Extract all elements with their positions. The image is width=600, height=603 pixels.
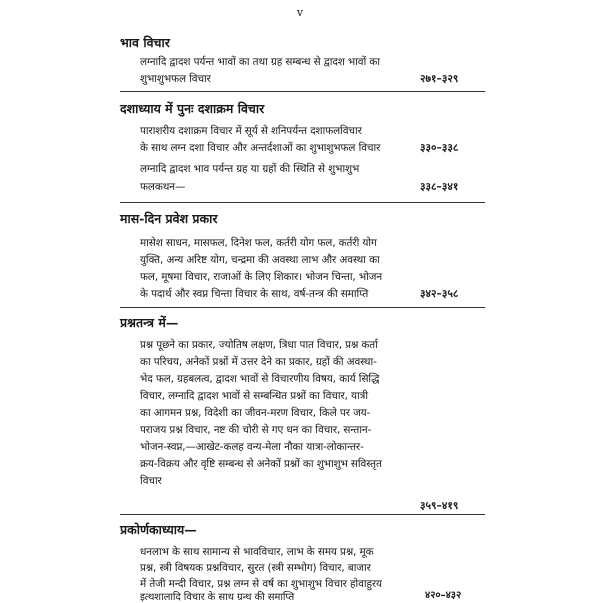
section-line: का परिचय, अनेकों प्रश्नों में उत्तर देने का प्रकार, ग्रहों की अवस्था- bbox=[140, 356, 377, 368]
section-divider bbox=[120, 202, 485, 203]
section-title-prakirnaka: प्रकोर्णकाध्याय— bbox=[120, 522, 197, 537]
section-title-prashna-tantra: प्रश्नतन्त्र में— bbox=[120, 315, 179, 330]
section-divider bbox=[120, 514, 485, 515]
section-line: भेद फल, ग्रहबलत्व, द्वादश भावों से विचारणीय विषय, कार्य सिद्धि bbox=[140, 373, 380, 385]
section-line: फल, मूषमा विचार, राजाओं के लिए शिकार। भोजन चिन्ता, भोजन bbox=[140, 271, 383, 283]
section-line: के साथ लग्न दशा विचार और अन्तर्दशाओं का शुभाशुभफल विचार bbox=[140, 142, 381, 154]
section-line: प्रश्न पूछने का प्रकार, ज्योतिष लक्षण, त्रिधा पात विचार, प्रश्न कर्ता bbox=[140, 339, 378, 351]
section-line: लग्नादि द्वादश भाव पर्यन्त ग्रह या ग्रहों की स्थिति से शुभाशुभ bbox=[140, 163, 360, 175]
section-line: विचार bbox=[140, 475, 162, 487]
section-line: का आगमन प्रश्न, विदेशी का जीवन-मरण विचार, किले पर जय- bbox=[140, 407, 371, 419]
section-line: पाराशरीय दशाक्रम विचार में सूर्य से शनिपर्यन्त दशाफलविचार bbox=[140, 125, 362, 137]
section-line: इत्थशालादि विचार के साथ ग्रन्थ की समाप्ति bbox=[140, 592, 295, 603]
section-title-maas-din: मास-दिन प्रवेश प्रकार bbox=[120, 211, 218, 226]
section-divider bbox=[120, 91, 485, 92]
section-line: के पदार्थ और स्वप्न चिन्ता विचार के साथ, वर्ष-तन्त्र की समाप्ति bbox=[140, 288, 369, 300]
section-divider bbox=[120, 307, 485, 308]
section-line: विचार, लग्नादि द्वादश भावों से सम्बन्धित प्रश्नों का विचार, यात्री bbox=[140, 390, 368, 402]
section-line: क्रय-विक्रय और वृष्टि सम्बन्ध से अनेकों प्रश्नों का शुभाशुभ सविस्तृत bbox=[140, 458, 382, 470]
section-title-bhava-vichar: भाव विचार bbox=[120, 35, 170, 50]
section-line: मासेश साधन, मासफल, दिनेश फल, कर्तरी योग फल, कर्तरी योग bbox=[140, 237, 377, 249]
section-line: शुभाशुभफल विचार bbox=[140, 73, 211, 85]
page-number: v bbox=[296, 6, 304, 19]
page-range: ३४२–३५८ bbox=[420, 288, 459, 300]
page-range: ३३८–३४१ bbox=[420, 181, 459, 193]
section-line: प्रश्न, स्त्री विषयक प्रश्नविचार, सुरत (स्त्री सम्भोग) विचार, बाजार bbox=[140, 562, 371, 574]
page-range: ३५९–४१९ bbox=[420, 500, 459, 512]
page-range: २७१–३२९ bbox=[420, 73, 459, 85]
section-line: फलकथन— bbox=[140, 181, 186, 193]
page-range: ४२०–४३२ bbox=[425, 590, 462, 601]
section-line: भोजन-स्वप्न,—आखेट-कलह वन्य-मेला नौका यात्रा-लोकान्तर- bbox=[140, 441, 364, 453]
section-line: में तेजी मन्दी विचार, प्रश्न लग्न से वर्ष का शुभाशुभ विचार होवाहुरय bbox=[140, 578, 382, 590]
section-line: धनलाभ के साथ सामान्य से भावविचार, लाभ के समय प्रश्न, मूक bbox=[140, 546, 374, 558]
section-line: लग्नादि द्वादश पर्यन्त भावों का तथा ग्रह सम्बन्ध से द्वादश भावों का bbox=[140, 56, 380, 68]
section-title-dasha: दशाध्याय में पुनः दशाक्रम विचार bbox=[120, 101, 265, 116]
page-range: ३३०–३३८ bbox=[420, 142, 459, 154]
section-line: युक्ति, अन्य अरिष्ट योग, चन्द्रमा की अवस्था लाभ और अवस्था का bbox=[140, 254, 380, 266]
section-line: पराजय प्रश्न विचार, नष्ट की चोरी से गए धन का विचार, सन्तान- bbox=[140, 424, 372, 436]
